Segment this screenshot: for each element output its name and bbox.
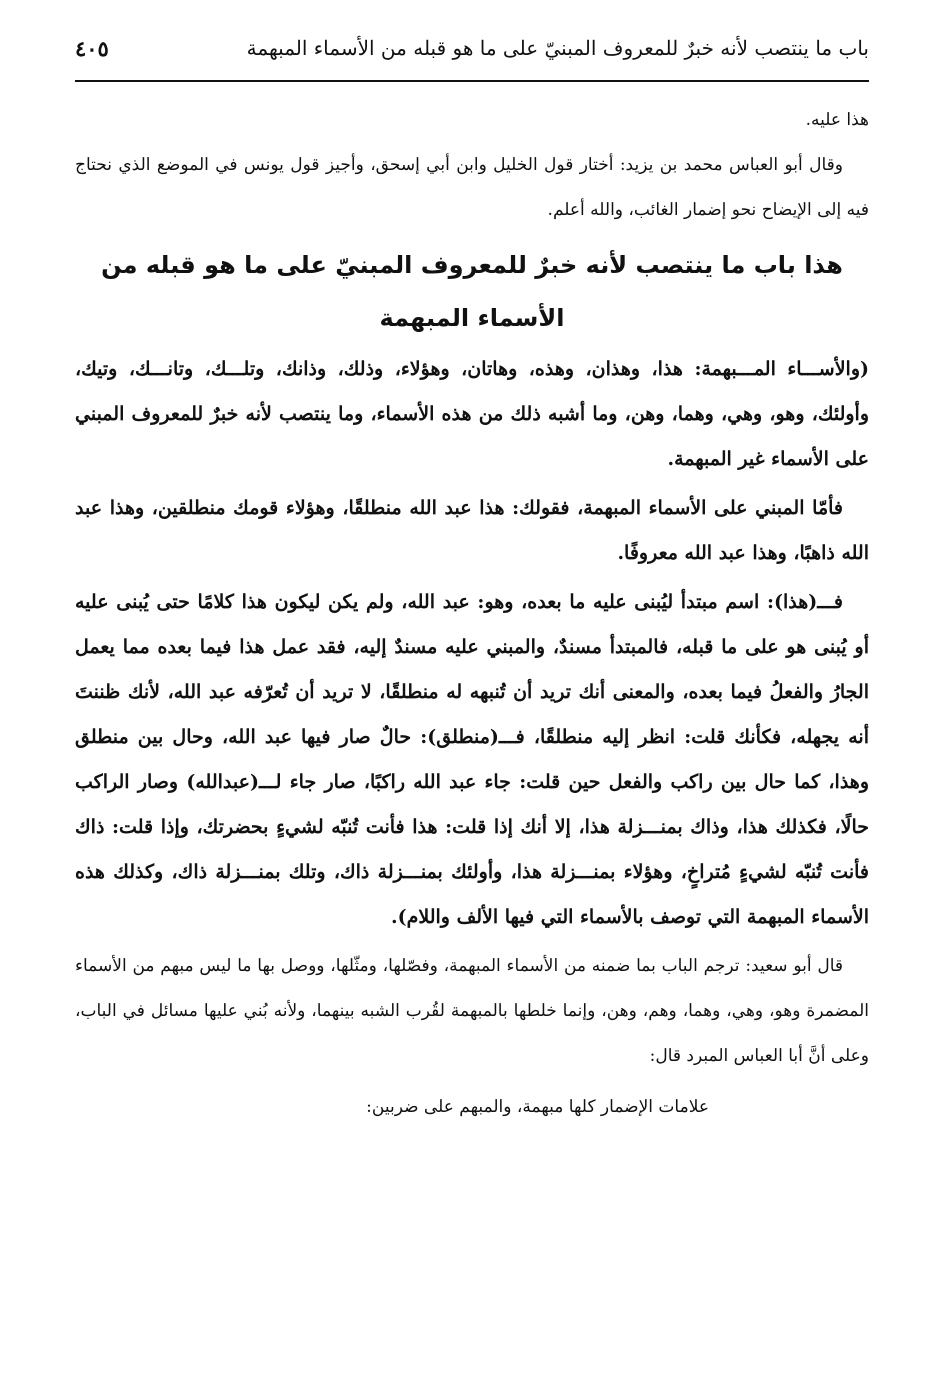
commentary-paragraph: قال أبو سعيد: ترجم الباب بما ضمنه من الأسماء المبهمة، وفصّلها، ومثّلها، ووصل بها ما ليس مبهم من الأسماء المضمرة وهو، وهي، وهما، وهم، وهن، وإنما خلطها بالمبهمة لقُرب الشبه بينهما، ولأنه بُني عليها مسائل في الباب، وعلى أنَّ أبا العباس المبرد قال: xyxy=(75,956,869,1066)
page-number: ٤٠٥ xyxy=(75,36,109,61)
main-text-paragraph: فـــ(هذا): اسم مبتدأ ليُبنى عليه ما بعده، وهو: عبد الله، ولم يكن ليكون هذا كلامًا حتى يُبنى عليه أو يُبنى هو على ما قبله، فالمبتدأ مسندٌ، والمبني عليه مسندٌ إليه، فقد عمل هذا فيما بعده مما يعمل الجارُ والفعلُ فيما بعده، والمعنى أنك تريد أن تُنبهه له منطلقًا، لا تريد أن تُعرّفه عبد الله، لأنك ظننتَ أنه يجهله، فكأنك قلت: انظر إليه منطلقًا، فـــ(منطلق): حالٌ صار فيها عبد الله، وحال بين منطلق وهذا، كما حال بين راكب والفعل حين قلت: جاء عبد الله راكبًا، صار جاء لـــ(عبدالله) وصار الراكب حالًا، فكذلك هذا، وذاك بمنـــزلة هذا، إلا أنك إذا قلت: هذا فأنت تُنبّه لشيءٍ بحضرتك، وإذا قلت: ذاك فأنت تُنبّه لشيءٍ مُتراخٍ، وهؤلاء بمنـــزلة هذا، وأولئك بمنـــزلة ذاك، وتلك بمنـــزلة ذاك، وكذلك هذه الأسماء المبهمة التي توصف بالأسماء التي فيها الألف واللام). xyxy=(75,591,869,928)
commentary-paragraph: هذا عليه. xyxy=(805,110,869,130)
commentary-paragraph: وقال أبو العباس محمد بن يزيد: أختار قول الخليل وابن أبي إسحق، وأجيز قول يونس في الموضع الذي نحتاج فيه إلى الإيضاح نحو إضمار الغائب، والله أعلم. xyxy=(75,155,869,220)
page-header xyxy=(75,30,869,82)
running-title: باب ما ينتصب لأنه خبرٌ للمعروف المبنيّ على ما هو قبله من الأسماء المبهمة xyxy=(246,36,869,60)
page-body xyxy=(75,98,869,1130)
chapter-heading: هذا باب ما ينتصب لأنه خبرٌ للمعروف المبنيّ على ما هو قبله من الأسماء المبهمة xyxy=(101,251,843,332)
commentary-paragraph: علامات الإضمار كلها مبهمة، والمبهم على ضربين: xyxy=(366,1097,709,1117)
main-text-paragraph: (والأســـاء المـــبهمة: هذا، وهذان، وهذه، وهاتان، وهؤلاء، وذلك، وذانك، وتلـــك، وتانـــك، وتيك، وأولئك، وهو، وهي، وهما، وهن، وما أشبه ذلك من هذه الأسماء، وما ينتصب لأنه خبرٌ للمعروف المبني على الأسماء غير المبهمة. xyxy=(75,358,869,470)
main-text-paragraph: فأمّا المبني على الأسماء المبهمة، فقولك: هذا عبد الله منطلقًا، وهؤلاء قومك منطلقين، وهذا عبد الله ذاهبًا، وهذا عبد الله معروفًا. xyxy=(75,497,869,564)
